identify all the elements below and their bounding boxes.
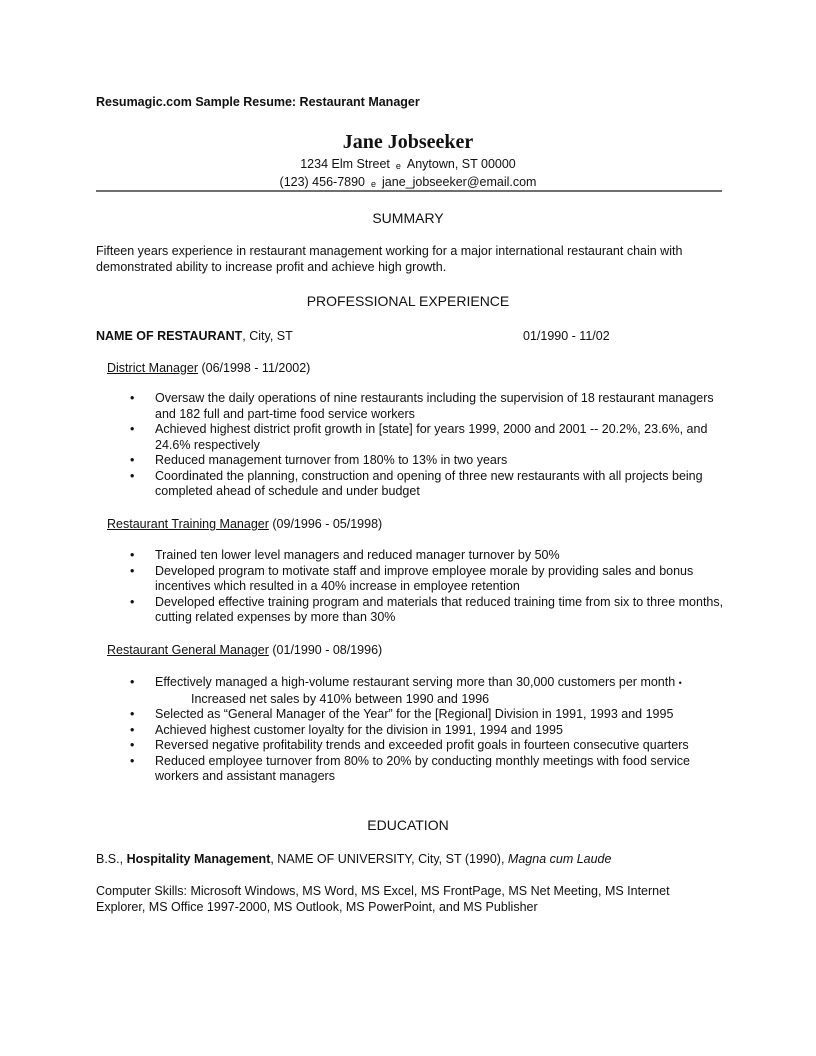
summary-text: Fifteen years experience in restaurant management working for a major international restaurant chain with demonstrated ability to increase profit and achieve high growth. xyxy=(96,244,683,274)
list-item: • Developed effective training program and materials that reduced training time from six to three months, cutting related expenses by more than 30% xyxy=(130,594,724,624)
bullet-glyph: • xyxy=(130,422,135,436)
summary-heading: SUMMARY xyxy=(372,210,444,226)
honors: Magna cum Laude xyxy=(507,852,612,866)
list-item: • Developed program to motivate staff and improve employee morale by providing sales and bonus incentives which resulted in a 40% increase in employee retention xyxy=(130,563,694,593)
bullet-glyph: • xyxy=(130,563,135,578)
role-training-manager xyxy=(107,517,382,531)
document-heading: Resumagic.com Sample Resume: Restaurant Manager xyxy=(96,95,420,109)
bullet-glyph: • xyxy=(130,722,135,737)
list-item: • Reduced management turnover from 180% to 13% in two years xyxy=(130,453,508,467)
major: Hospitality Management xyxy=(126,852,271,866)
role-bullet-list xyxy=(130,675,730,785)
bullet-glyph: • xyxy=(130,707,135,721)
header-divider xyxy=(96,190,722,192)
list-item: • Achieved highest district profit growth in [state] for years 1999, 2000 and 2001 -- 20.2%, 23.6%, and 24.6% respectively xyxy=(130,422,708,452)
applicant-name: Jane Jobseeker xyxy=(342,131,474,153)
phone-number: (123) 456-7890 xyxy=(279,175,366,189)
list-item: • Effectively managed a high-volume restaurant serving more than 30,000 customers per month • Increased net sales by 410% between 1990 and 1996 xyxy=(130,675,682,706)
role-district-manager xyxy=(107,361,310,375)
experience-heading: PROFESSIONAL EXPERIENCE xyxy=(306,293,510,309)
degree-line xyxy=(96,852,611,866)
employer-line xyxy=(96,329,293,343)
bullet-glyph: • xyxy=(130,453,135,467)
separator-glyph: e xyxy=(371,179,377,189)
role-dates: (06/1998 - 11/2002) xyxy=(198,361,311,375)
employer-name: NAME OF RESTAURANT xyxy=(96,329,243,343)
bullet-glyph: • xyxy=(130,738,135,752)
contact-line-address xyxy=(0,157,816,171)
bullet-glyph: • xyxy=(130,753,135,768)
role-bullet-list xyxy=(130,548,730,626)
role-general-manager xyxy=(107,643,382,657)
bullet-glyph: • xyxy=(130,675,135,689)
employer-location: , City, ST xyxy=(242,329,293,343)
list-item: • Oversaw the daily operations of nine restaurants including the supervision of 18 restaurant managers and 182 full and part-time food service workers xyxy=(130,391,714,421)
employer-dates: 01/1990 - 11/02 xyxy=(523,329,610,343)
role-title: Restaurant Training Manager xyxy=(107,517,269,531)
bullet-glyph: • xyxy=(130,594,135,609)
list-item: • Achieved highest customer loyalty for the division in 1991, 1994 and 1995 xyxy=(130,722,563,737)
bullet-glyph: • xyxy=(130,468,135,483)
sub-item: Increased net sales by 410% between 1990 and 1996 xyxy=(191,691,490,706)
bullet-glyph: • xyxy=(130,391,135,405)
education-heading: EDUCATION xyxy=(367,817,449,833)
role-bullet-list xyxy=(130,391,730,500)
list-item: • Selected as “General Manager of the Year” for the [Regional] Division in 1991, 1993 and 1995 xyxy=(130,707,674,721)
inline-bullet-glyph: • xyxy=(678,678,682,688)
bullet-glyph: • xyxy=(130,548,135,562)
separator-glyph: e xyxy=(395,161,401,171)
list-item: • Reversed negative profitability trends and exceeded profit goals in fourteen consecutive quarters xyxy=(130,738,689,752)
computer-skills: Computer Skills: Microsoft Windows, MS Word, MS Excel, MS FrontPage, MS Net Meeting, MS Internet Explorer, MS Office 1997-2000, MS Outlook, MS PowerPoint, and MS Publisher xyxy=(96,884,670,914)
list-item: • Coordinated the planning, construction and opening of three new restaurants with all projects being completed ahead of schedule and under budget xyxy=(130,468,703,498)
role-title: District Manager xyxy=(107,361,198,375)
role-dates: (09/1996 - 05/1998) xyxy=(268,517,383,531)
degree: B.S., xyxy=(96,852,127,866)
contact-line-phone-email xyxy=(0,175,816,189)
role-title: Restaurant General Manager xyxy=(107,643,269,657)
role-dates: (01/1990 - 08/1996) xyxy=(268,643,383,657)
email-address: jane_jobseeker@email.com xyxy=(382,175,537,189)
list-item: • Trained ten lower level managers and reduced manager turnover by 50% xyxy=(130,548,560,562)
school: , NAME OF UNIVERSITY, City, ST (1990), xyxy=(270,852,508,866)
city-state-zip: Anytown, ST 00000 xyxy=(406,157,516,171)
street-address: 1234 Elm Street xyxy=(300,157,390,171)
list-item: • Reduced employee turnover from 80% to 20% by conducting monthly meetings with food service workers and assistant managers xyxy=(130,753,691,783)
